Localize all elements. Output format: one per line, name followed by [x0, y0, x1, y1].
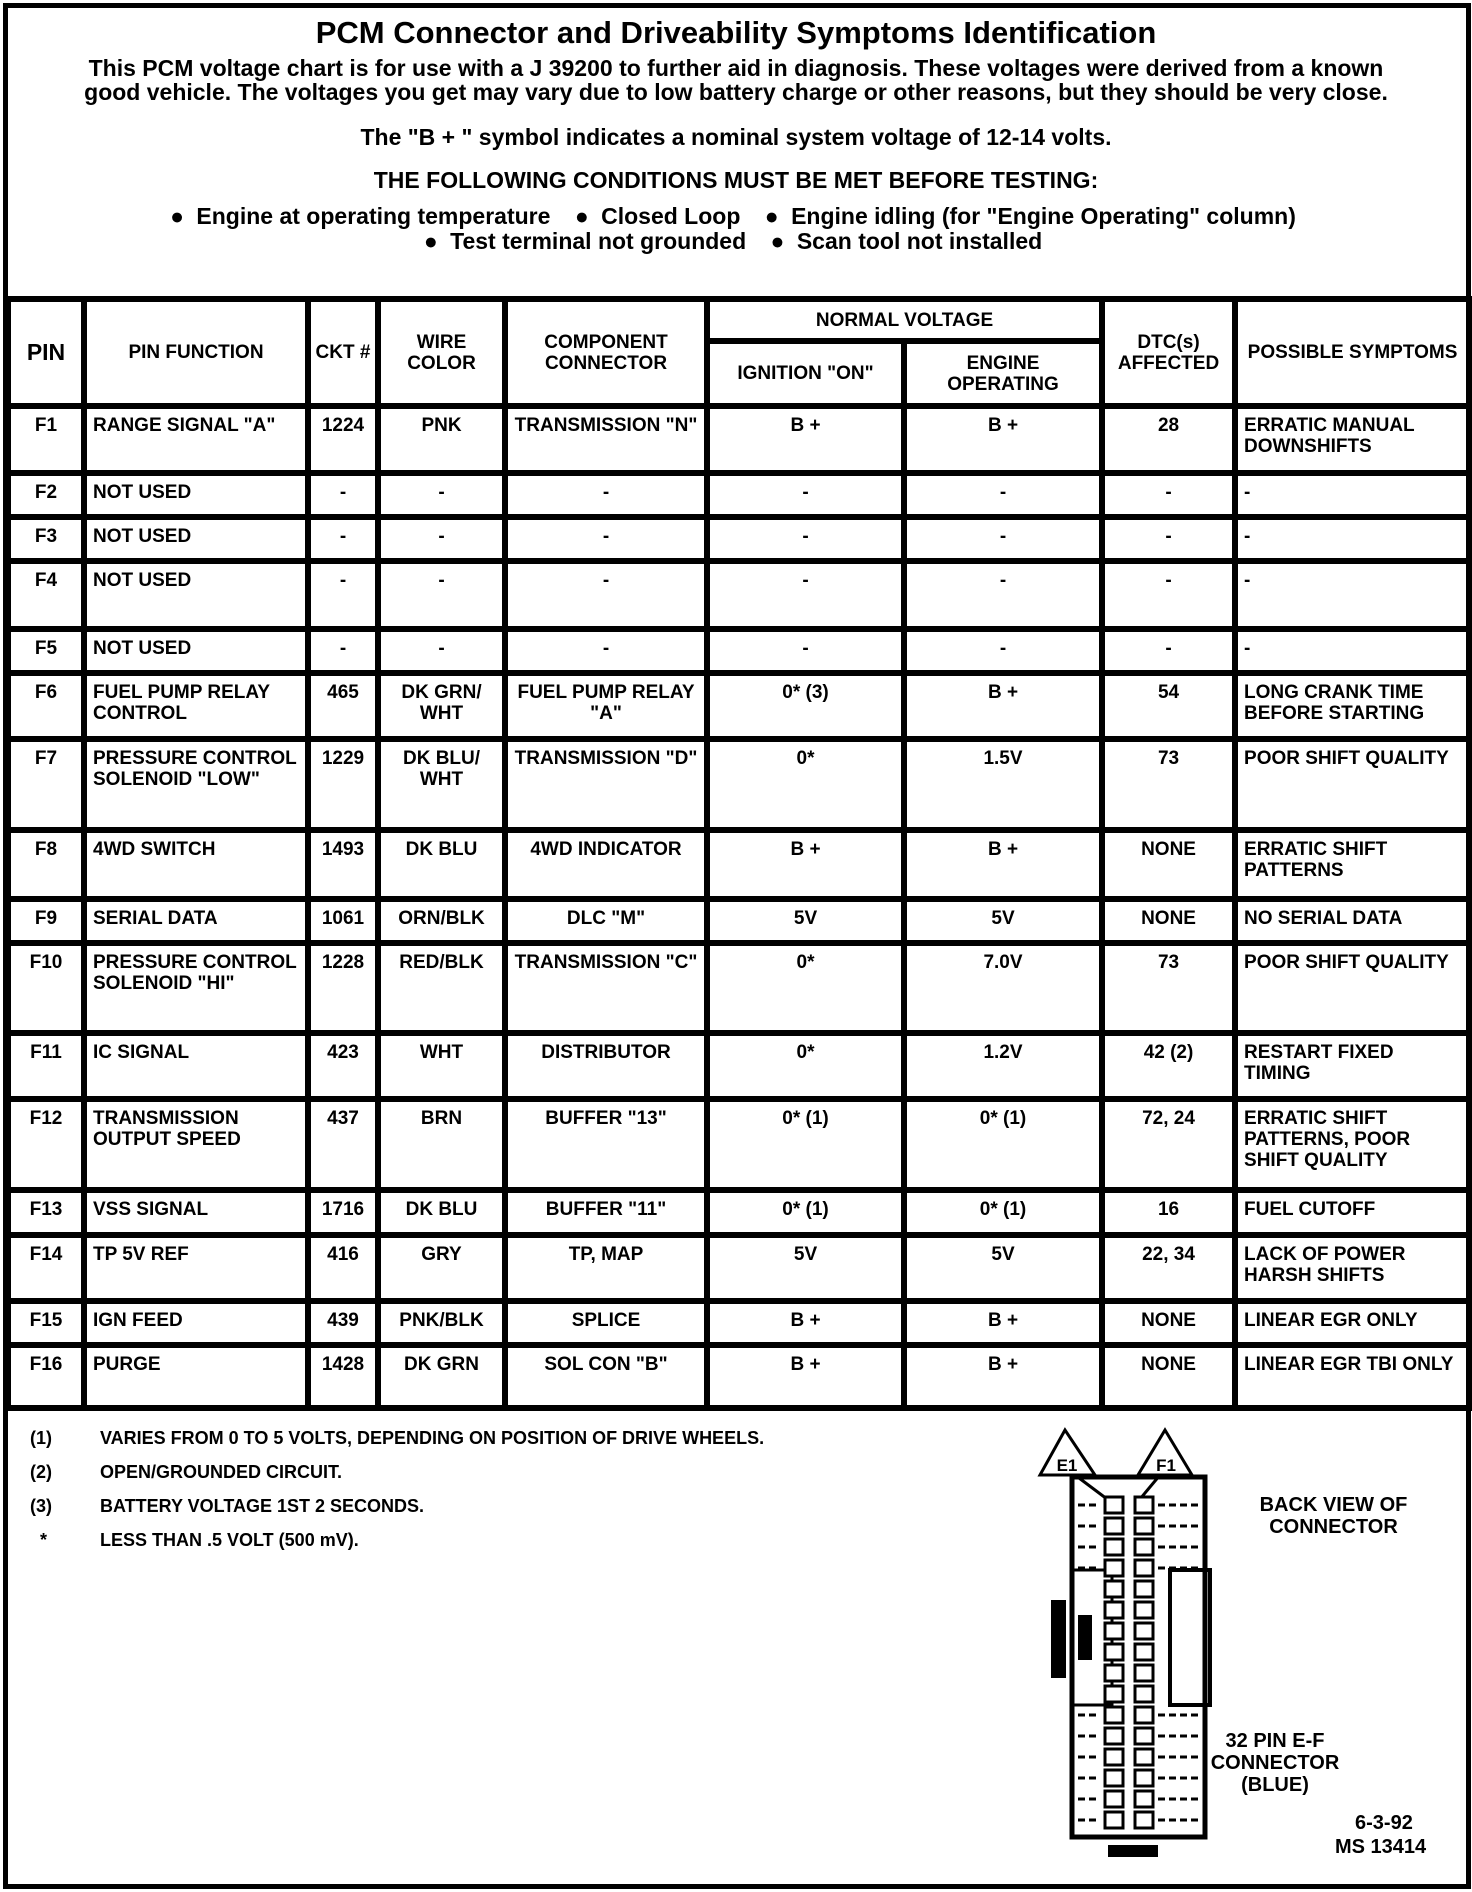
connector-pin-f	[1135, 1623, 1153, 1639]
date-label: 6-3-92	[1355, 1812, 1413, 1834]
connector-pin-f	[1135, 1686, 1153, 1702]
cell-ignition-on: -	[707, 629, 904, 673]
cell-pin-function: TRANSMISSION OUTPUT SPEED	[84, 1099, 308, 1190]
cell-pin-function: NOT USED	[84, 473, 308, 517]
cell-wire-color: PNK	[378, 406, 505, 473]
header-component-connector: COMPONENT CONNECTOR	[505, 299, 707, 406]
cell-pin: F2	[8, 473, 84, 517]
cell-symptoms: LONG CRANK TIME BEFORE STARTING	[1235, 673, 1470, 739]
cell-wire-color: -	[378, 561, 505, 629]
cell-pin-function: RANGE SIGNAL "A"	[84, 406, 308, 473]
cell-wire-color: DK BLU	[378, 830, 505, 899]
cell-pin: F13	[8, 1190, 84, 1235]
header-engine-operating: ENGINE OPERATING	[904, 341, 1102, 406]
cell-component-connector: -	[505, 517, 707, 561]
cell-symptoms: ERRATIC SHIFT PATTERNS	[1235, 830, 1470, 899]
cell-symptoms: POOR SHIFT QUALITY	[1235, 943, 1470, 1033]
cell-dtc: NONE	[1102, 899, 1235, 943]
page-title: PCM Connector and Driveability Symptoms Identification	[315, 15, 1157, 50]
cell-dtc: NONE	[1102, 1301, 1235, 1345]
cell-component-connector: DLC "M"	[505, 899, 707, 943]
header-normal-voltage: NORMAL VOLTAGE	[707, 299, 1102, 341]
cell-ckt: 1228	[308, 943, 378, 1033]
cell-wire-color: BRN	[378, 1099, 505, 1190]
cell-ckt: 1061	[308, 899, 378, 943]
cell-ckt: 1229	[308, 739, 378, 830]
cell-dtc: 73	[1102, 943, 1235, 1033]
cell-pin-function: TP 5V REF	[84, 1235, 308, 1301]
connector-pin-f	[1135, 1707, 1153, 1723]
cell-pin: F6	[8, 673, 84, 739]
cell-dtc: 54	[1102, 673, 1235, 739]
condition: Test terminal not grounded	[450, 228, 747, 254]
connector-diagram	[1020, 1405, 1220, 1865]
connector-pin-f	[1135, 1812, 1153, 1828]
cell-component-connector: TRANSMISSION "N"	[505, 406, 707, 473]
cell-ignition-on: 0* (1)	[707, 1190, 904, 1235]
cell-engine-operating: 1.5V	[904, 739, 1102, 830]
cell-ignition-on: 0* (1)	[707, 1099, 904, 1190]
connector-pin-f	[1135, 1602, 1153, 1618]
cell-wire-color: ORN/BLK	[378, 899, 505, 943]
table-row	[8, 739, 1470, 830]
table-row	[8, 1345, 1470, 1408]
cell-pin-function: FUEL PUMP RELAY CONTROL	[84, 673, 308, 739]
cell-component-connector: -	[505, 629, 707, 673]
cell-pin: F15	[8, 1301, 84, 1345]
cell-ckt: 1224	[308, 406, 378, 473]
cell-pin: F3	[8, 517, 84, 561]
table-row	[8, 673, 1470, 739]
header-symptoms: POSSIBLE SYMPTOMS	[1235, 299, 1470, 406]
header-dtc: DTC(s) AFFECTED	[1102, 299, 1235, 406]
cell-dtc: -	[1102, 629, 1235, 673]
cell-dtc: 16	[1102, 1190, 1235, 1235]
cell-dtc: NONE	[1102, 1345, 1235, 1408]
cell-component-connector: BUFFER "11"	[505, 1190, 707, 1235]
cell-engine-operating: B +	[904, 406, 1102, 473]
cell-engine-operating: 5V	[904, 1235, 1102, 1301]
cell-engine-operating: -	[904, 473, 1102, 517]
footnote: (1) VARIES FROM 0 TO 5 VOLTS, DEPENDING ON POSITION OF DRIVE WHEELS.	[30, 1428, 765, 1448]
connector-pin-e	[1105, 1623, 1123, 1639]
cell-pin: F16	[8, 1345, 84, 1408]
cell-engine-operating: -	[904, 561, 1102, 629]
cell-wire-color: DK BLU	[378, 1190, 505, 1235]
cell-pin-function: PRESSURE CONTROL SOLENOID "LOW"	[84, 739, 308, 830]
cell-symptoms: -	[1235, 561, 1470, 629]
connector-pin-e	[1105, 1644, 1123, 1660]
table-row	[8, 1033, 1470, 1099]
cell-engine-operating: B +	[904, 1301, 1102, 1345]
table-row	[8, 473, 1470, 517]
ref-label: MS 13414	[1335, 1836, 1427, 1858]
back-view-label: BACK VIEW OF CONNECTOR	[1259, 1494, 1408, 1538]
cell-symptoms: LACK OF POWER HARSH SHIFTS	[1235, 1235, 1470, 1301]
cell-pin-function: IGN FEED	[84, 1301, 308, 1345]
cell-dtc: -	[1102, 473, 1235, 517]
f1-label: F1	[1156, 1456, 1176, 1475]
cell-ignition-on: 0*	[707, 739, 904, 830]
cell-component-connector: SOL CON "B"	[505, 1345, 707, 1408]
cell-component-connector: TP, MAP	[505, 1235, 707, 1301]
condition: Scan tool not installed	[796, 228, 1043, 254]
cell-engine-operating: 0* (1)	[904, 1099, 1102, 1190]
header	[8, 12, 1464, 254]
cell-symptoms: ERRATIC SHIFT PATTERNS, POOR SHIFT QUALITY	[1235, 1099, 1470, 1190]
cell-symptoms: -	[1235, 473, 1470, 517]
cell-pin-function: 4WD SWITCH	[84, 830, 308, 899]
header-ckt: CKT #	[308, 299, 378, 406]
cell-symptoms: FUEL CUTOFF	[1235, 1190, 1470, 1235]
cell-pin: F9	[8, 899, 84, 943]
cell-dtc: 72, 24	[1102, 1099, 1235, 1190]
cell-ckt: 465	[308, 673, 378, 739]
connector-pin-f	[1135, 1518, 1153, 1534]
connector-pin-e	[1105, 1707, 1123, 1723]
cell-pin-function: PURGE	[84, 1345, 308, 1408]
connector-pin-e	[1105, 1686, 1123, 1702]
cell-ckt: -	[308, 473, 378, 517]
footnote: * LESS THAN .5 VOLT (500 mV).	[40, 1530, 359, 1550]
cell-pin-function: NOT USED	[84, 561, 308, 629]
cell-wire-color: DK BLU/ WHT	[378, 739, 505, 830]
connector-pin-f	[1135, 1770, 1153, 1786]
cell-engine-operating: B +	[904, 673, 1102, 739]
cell-pin: F12	[8, 1099, 84, 1190]
cell-dtc: -	[1102, 517, 1235, 561]
header-ignition-on: IGNITION "ON"	[707, 341, 904, 406]
cell-pin: F4	[8, 561, 84, 629]
condition: Engine at operating temperature	[196, 203, 551, 229]
connector-pin-e	[1105, 1770, 1123, 1786]
cell-component-connector: BUFFER "13"	[505, 1099, 707, 1190]
cell-ckt: 423	[308, 1033, 378, 1099]
cell-wire-color: -	[378, 473, 505, 517]
cell-pin: F7	[8, 739, 84, 830]
cell-pin: F8	[8, 830, 84, 899]
cell-wire-color: DK GRN	[378, 1345, 505, 1408]
table-row	[8, 1235, 1470, 1301]
cell-ignition-on: 0*	[707, 943, 904, 1033]
table-row	[8, 899, 1470, 943]
cell-symptoms: POOR SHIFT QUALITY	[1235, 739, 1470, 830]
cell-ignition-on: -	[707, 517, 904, 561]
cell-pin-function: PRESSURE CONTROL SOLENOID "HI"	[84, 943, 308, 1033]
cell-symptoms: ERRATIC MANUAL DOWNSHIFTS	[1235, 406, 1470, 473]
conditions-list: ● Engine at operating temperature ● Closed Loop ● Engine idling (for "Engine Operating" column) ● Test terminal not grounded ● Scan tool not installed	[170, 203, 1296, 254]
cell-symptoms: -	[1235, 629, 1470, 673]
cell-component-connector: TRANSMISSION "C"	[505, 943, 707, 1033]
connector-pin-e	[1105, 1812, 1123, 1828]
footnote: (2) OPEN/GROUNDED CIRCUIT.	[30, 1462, 343, 1482]
cell-ckt: 437	[308, 1099, 378, 1190]
cell-dtc: 42 (2)	[1102, 1033, 1235, 1099]
cell-dtc: 28	[1102, 406, 1235, 473]
connector-pin-e	[1105, 1581, 1123, 1597]
cell-engine-operating: -	[904, 629, 1102, 673]
cell-ckt: -	[308, 561, 378, 629]
connector-pin-f	[1135, 1539, 1153, 1555]
header-pin-function: PIN FUNCTION	[84, 299, 308, 406]
table-row	[8, 943, 1470, 1033]
table-row	[8, 517, 1470, 561]
footnote: (3) BATTERY VOLTAGE 1ST 2 SECONDS.	[30, 1496, 425, 1516]
cell-engine-operating: 7.0V	[904, 943, 1102, 1033]
cell-engine-operating: B +	[904, 1345, 1102, 1408]
cell-dtc: NONE	[1102, 830, 1235, 899]
cell-pin: F10	[8, 943, 84, 1033]
cell-pin: F11	[8, 1033, 84, 1099]
connector-pin-e	[1105, 1602, 1123, 1618]
cell-symptoms: -	[1235, 517, 1470, 561]
cell-ignition-on: B +	[707, 830, 904, 899]
table-row	[8, 830, 1470, 899]
condition: Closed Loop	[601, 203, 741, 229]
cell-component-connector: FUEL PUMP RELAY "A"	[505, 673, 707, 739]
connector-pin-f	[1135, 1665, 1153, 1681]
cell-engine-operating: B +	[904, 830, 1102, 899]
e1-label: E1	[1056, 1456, 1078, 1475]
bplus-note: The "B + " symbol indicates a nominal system voltage of 12-14 volts.	[360, 124, 1112, 150]
table-row	[8, 1301, 1470, 1345]
cell-symptoms: LINEAR EGR TBI ONLY	[1235, 1345, 1470, 1408]
connector-pin-e	[1105, 1539, 1123, 1555]
cell-dtc: -	[1102, 561, 1235, 629]
cell-symptoms: RESTART FIXED TIMING	[1235, 1033, 1470, 1099]
cell-ignition-on: 5V	[707, 899, 904, 943]
cell-ignition-on: B +	[707, 1301, 904, 1345]
condition: Engine idling (for "Engine Operating" column)	[791, 203, 1296, 229]
cell-dtc: 22, 34	[1102, 1235, 1235, 1301]
header-wire-color: WIRE COLOR	[378, 299, 505, 406]
cell-ignition-on: B +	[707, 406, 904, 473]
cell-ignition-on: 0* (3)	[707, 673, 904, 739]
cell-component-connector: TRANSMISSION "D"	[505, 739, 707, 830]
pin-table	[5, 296, 1472, 1411]
cell-symptoms: LINEAR EGR ONLY	[1235, 1301, 1470, 1345]
intro-text: This PCM voltage chart is for use with a J 39200 to further aid in diagnosis. These voltages were derived from a known good vehicle. The voltages you get may vary due to low battery charge or other reasons, but they should be very close.	[84, 55, 1388, 105]
connector-pin-e	[1105, 1749, 1123, 1765]
cell-wire-color: WHT	[378, 1033, 505, 1099]
table-row	[8, 629, 1470, 673]
connector-pin-f	[1135, 1749, 1153, 1765]
connector-pin-e	[1105, 1728, 1123, 1744]
cell-engine-operating: 0* (1)	[904, 1190, 1102, 1235]
cell-pin-function: SERIAL DATA	[84, 899, 308, 943]
cell-ignition-on: B +	[707, 1345, 904, 1408]
connector-pin-e	[1105, 1665, 1123, 1681]
cell-ignition-on: -	[707, 473, 904, 517]
cell-pin: F14	[8, 1235, 84, 1301]
footnotes	[30, 1428, 764, 1564]
cell-ignition-on: -	[707, 561, 904, 629]
cell-ckt: -	[308, 517, 378, 561]
cell-component-connector: 4WD INDICATOR	[505, 830, 707, 899]
connector-pin-f	[1135, 1644, 1153, 1660]
cell-component-connector: SPLICE	[505, 1301, 707, 1345]
connector-pin-e	[1105, 1791, 1123, 1807]
cell-pin-function: VSS SIGNAL	[84, 1190, 308, 1235]
cell-symptoms: NO SERIAL DATA	[1235, 899, 1470, 943]
connector-pin-f	[1135, 1497, 1153, 1513]
cell-pin: F1	[8, 406, 84, 473]
connector-description: 32 PIN E-F CONNECTOR (BLUE)	[1210, 1730, 1340, 1796]
connector-pin-f	[1135, 1560, 1153, 1576]
cell-pin-function: IC SIGNAL	[84, 1033, 308, 1099]
table-row	[8, 561, 1470, 629]
connector-pin-e	[1105, 1518, 1123, 1534]
cell-ckt: 439	[308, 1301, 378, 1345]
cell-ckt: 1493	[308, 830, 378, 899]
cell-pin-function: NOT USED	[84, 629, 308, 673]
cell-wire-color: RED/BLK	[378, 943, 505, 1033]
cell-engine-operating: 5V	[904, 899, 1102, 943]
cell-ckt: 416	[308, 1235, 378, 1301]
cell-pin-function: NOT USED	[84, 517, 308, 561]
table-row	[8, 1099, 1470, 1190]
cell-ckt: 1428	[308, 1345, 378, 1408]
cell-wire-color: -	[378, 517, 505, 561]
connector-pin-f	[1135, 1791, 1153, 1807]
table-row	[8, 406, 1470, 473]
cell-pin: F5	[8, 629, 84, 673]
cell-ckt: -	[308, 629, 378, 673]
cell-wire-color: PNK/BLK	[378, 1301, 505, 1345]
connector-pin-f	[1135, 1728, 1153, 1744]
cell-dtc: 73	[1102, 739, 1235, 830]
connector-pin-f	[1135, 1581, 1153, 1597]
connector-pin-e	[1105, 1560, 1123, 1576]
table-row	[8, 1190, 1470, 1235]
cell-component-connector: -	[505, 561, 707, 629]
cell-ckt: 1716	[308, 1190, 378, 1235]
cell-ignition-on: 5V	[707, 1235, 904, 1301]
cell-wire-color: DK GRN/ WHT	[378, 673, 505, 739]
header-pin: PIN	[8, 299, 84, 406]
cell-component-connector: -	[505, 473, 707, 517]
cell-engine-operating: 1.2V	[904, 1033, 1102, 1099]
cell-ignition-on: 0*	[707, 1033, 904, 1099]
cell-wire-color: -	[378, 629, 505, 673]
cell-component-connector: DISTRIBUTOR	[505, 1033, 707, 1099]
cell-wire-color: GRY	[378, 1235, 505, 1301]
connector-pin-e	[1105, 1497, 1123, 1513]
conditions-heading: THE FOLLOWING CONDITIONS MUST BE MET BEFORE TESTING:	[373, 167, 1099, 193]
cell-engine-operating: -	[904, 517, 1102, 561]
